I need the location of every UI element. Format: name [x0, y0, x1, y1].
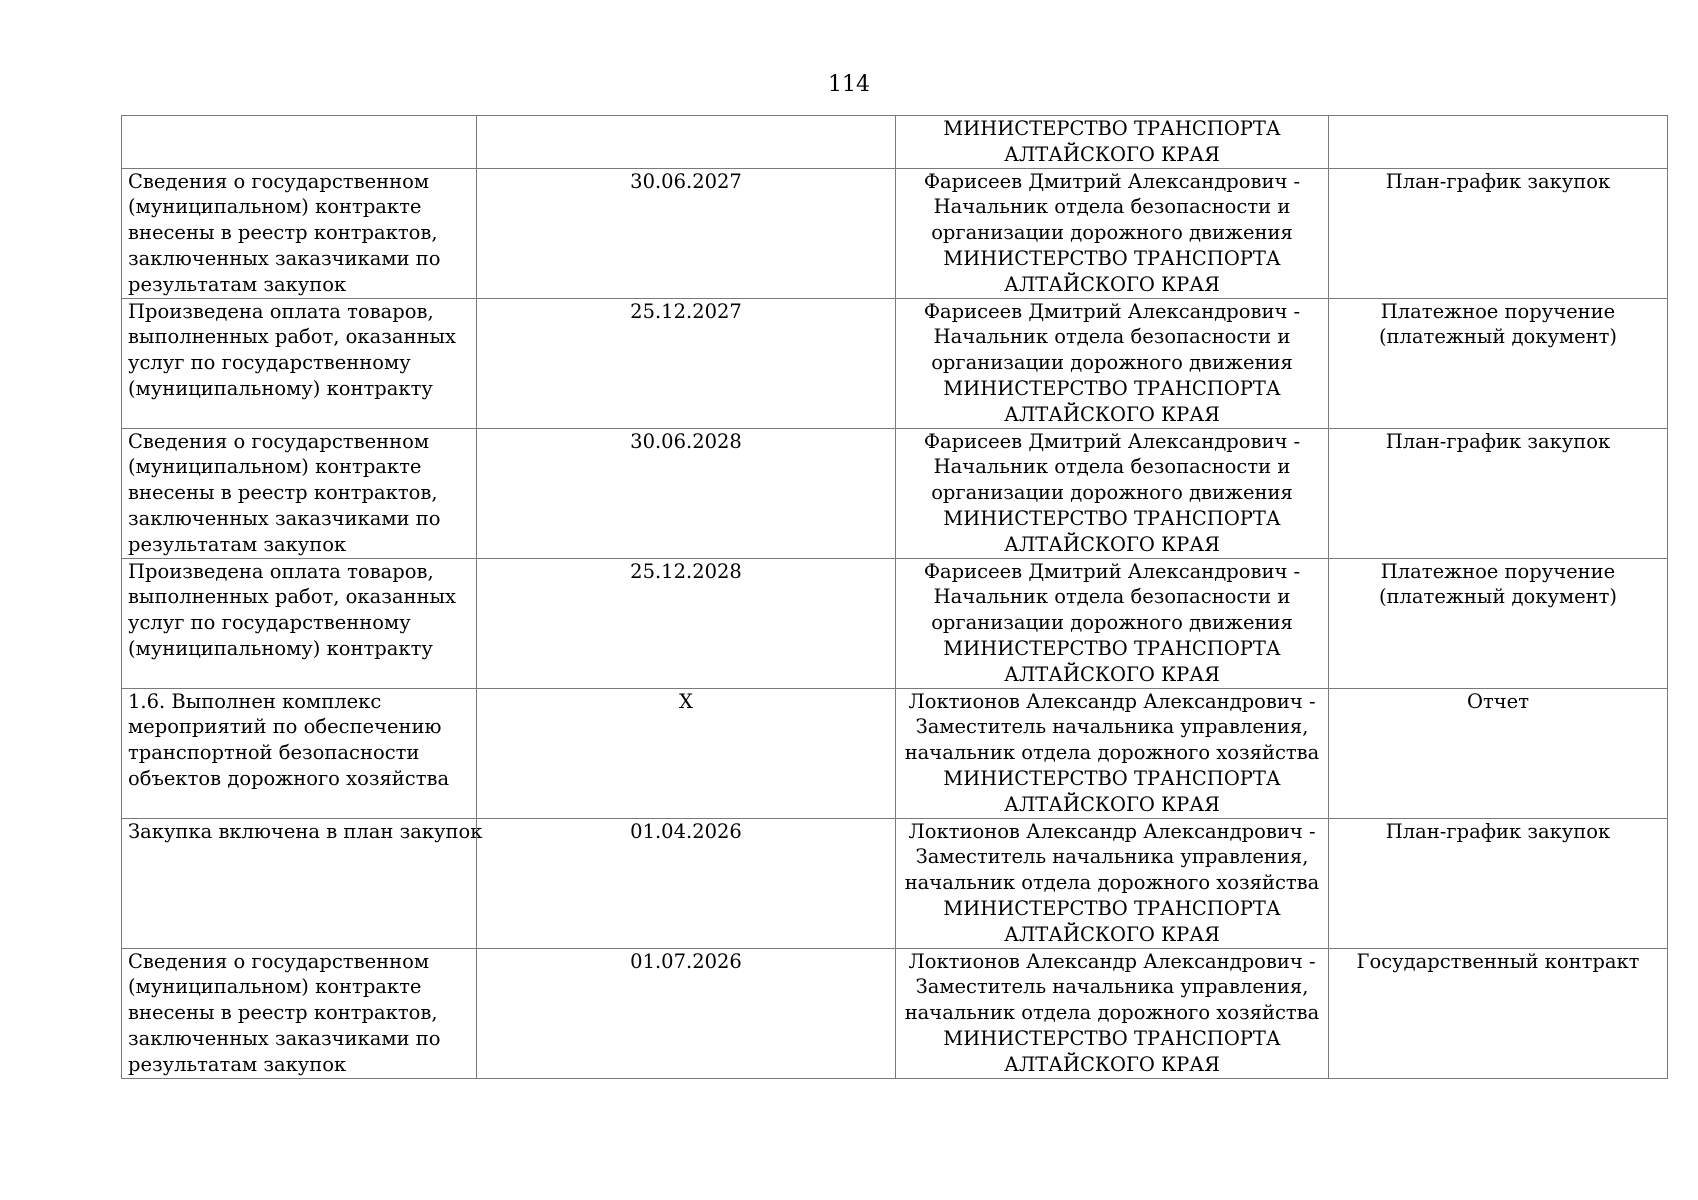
responsible-cell-line: организации дорожного движения: [931, 351, 1293, 375]
document-cell-line: (платежный документ): [1378, 325, 1618, 349]
event-cell-line: (муниципальном) контракте: [128, 195, 422, 219]
event-cell: [122, 168, 477, 298]
event-cell-line: выполненных работ, оказанных: [128, 325, 456, 349]
responsible-cell-line: АЛТАЙСКОГО КРАЯ: [1004, 532, 1220, 556]
event-cell-line: (муниципальном) контракте: [128, 975, 422, 999]
date-value: 25.12.2028: [630, 559, 742, 583]
event-cell-line: внесены в реестр контрактов,: [128, 1001, 438, 1025]
event-cell-line: транспортной безопасности: [128, 741, 420, 765]
event-cell-line: результатам закупок: [128, 272, 347, 296]
responsible-cell-line: АЛТАЙСКОГО КРАЯ: [1004, 922, 1220, 946]
responsible-cell-line: Начальник отдела безопасности и: [933, 455, 1291, 479]
responsible-cell-line: МИНИСТЕРСТВО ТРАНСПОРТА: [943, 376, 1281, 400]
responsible-cell: [896, 688, 1329, 818]
table-row: [122, 168, 1668, 298]
event-cell: [122, 116, 477, 169]
date-value: 01.04.2026: [630, 819, 742, 843]
responsible-cell: [896, 948, 1329, 1078]
event-cell-line: (муниципальном) контракте: [128, 455, 422, 479]
date-cell: [477, 558, 896, 688]
document-cell: [1329, 688, 1668, 818]
responsible-cell-line: АЛТАЙСКОГО КРАЯ: [1004, 142, 1220, 166]
event-cell-line: выполненных работ, оказанных: [128, 585, 456, 609]
document-cell: [1329, 558, 1668, 688]
responsible-cell-line: АЛТАЙСКОГО КРАЯ: [1004, 792, 1220, 816]
responsible-cell: [896, 116, 1329, 169]
responsible-cell-line: АЛТАЙСКОГО КРАЯ: [1004, 1052, 1220, 1076]
event-cell: [122, 558, 477, 688]
responsible-cell-line: Заместитель начальника управления,: [915, 845, 1309, 869]
responsible-cell-line: МИНИСТЕРСТВО ТРАНСПОРТА: [943, 766, 1281, 790]
event-cell-line: заключенных заказчиками по: [128, 506, 441, 530]
document-cell: [1329, 948, 1668, 1078]
event-cell-line: внесены в реестр контрактов,: [128, 221, 438, 245]
document-cell-line: План-график закупок: [1385, 819, 1611, 843]
event-cell-line: Сведения о государственном: [128, 949, 430, 973]
responsible-cell-line: начальник отдела дорожного хозяйства: [904, 871, 1320, 895]
responsible-cell-line: Локтионов Александр Александрович -: [908, 949, 1316, 973]
document-cell: [1329, 168, 1668, 298]
event-cell-line: (муниципальному) контракту: [128, 376, 433, 400]
table-body: [122, 116, 1668, 1079]
event-cell: [122, 298, 477, 428]
responsible-cell-line: Начальник отдела безопасности и: [933, 325, 1291, 349]
event-cell-line: заключенных заказчиками по: [128, 1026, 441, 1050]
event-cell-line: услуг по государственному: [128, 611, 411, 635]
event-cell: [122, 948, 477, 1078]
document-cell-line: План-график закупок: [1385, 429, 1611, 453]
event-cell-line: объектов дорожного хозяйства: [128, 766, 450, 790]
responsible-cell-line: Заместитель начальника управления,: [915, 715, 1309, 739]
document-cell-line: Платежное поручение: [1380, 559, 1616, 583]
responsible-cell-line: АЛТАЙСКОГО КРАЯ: [1004, 402, 1220, 426]
responsible-cell-line: организации дорожного движения: [931, 611, 1293, 635]
responsible-cell-line: организации дорожного движения: [931, 221, 1293, 245]
date-value: 30.06.2027: [630, 169, 742, 193]
event-cell-line: Сведения о государственном: [128, 429, 430, 453]
table-row: [122, 818, 1668, 948]
date-cell: [477, 818, 896, 948]
responsible-cell-line: АЛТАЙСКОГО КРАЯ: [1004, 272, 1220, 296]
date-cell: [477, 116, 896, 169]
event-cell-line: результатам закупок: [128, 532, 347, 556]
control-points-table: [121, 115, 1668, 1079]
responsible-cell-line: начальник отдела дорожного хозяйства: [904, 741, 1320, 765]
responsible-cell-line: Начальник отдела безопасности и: [933, 195, 1291, 219]
event-cell: [122, 688, 477, 818]
event-cell-line: 1.6. Выполнен комплекс: [128, 689, 382, 713]
date-value: X: [679, 689, 693, 713]
responsible-cell-line: Начальник отдела безопасности и: [933, 585, 1291, 609]
document-cell: [1329, 298, 1668, 428]
document-cell-line: Платежное поручение: [1380, 299, 1616, 323]
responsible-cell-line: организации дорожного движения: [931, 481, 1293, 505]
document-cell-line: План-график закупок: [1385, 169, 1611, 193]
document-cell: [1329, 818, 1668, 948]
responsible-cell-line: Локтионов Александр Александрович -: [908, 689, 1316, 713]
responsible-cell-line: Фарисеев Дмитрий Александрович -: [923, 559, 1301, 583]
responsible-cell: [896, 168, 1329, 298]
event-cell: [122, 818, 483, 948]
event-cell-line: результатам закупок: [128, 1052, 347, 1076]
document-cell: [1329, 428, 1668, 558]
table-row: [122, 428, 1668, 558]
table-row: [122, 948, 1668, 1078]
responsible-cell-line: начальник отдела дорожного хозяйства: [904, 1001, 1320, 1025]
document-cell-line: (платежный документ): [1378, 585, 1618, 609]
responsible-cell: [896, 818, 1329, 948]
table-row: [122, 688, 1668, 818]
date-cell: [477, 688, 896, 818]
responsible-cell-line: Фарисеев Дмитрий Александрович -: [923, 299, 1301, 323]
responsible-cell-line: МИНИСТЕРСТВО ТРАНСПОРТА: [943, 117, 1281, 140]
responsible-cell-line: Локтионов Александр Александрович -: [908, 819, 1316, 843]
event-cell-line: Закупка включена в план закупок: [128, 819, 483, 843]
document-cell: [1329, 116, 1668, 169]
date-value: 01.07.2026: [630, 949, 742, 973]
responsible-cell-line: МИНИСТЕРСТВО ТРАНСПОРТА: [943, 636, 1281, 660]
date-value: 30.06.2028: [630, 429, 742, 453]
responsible-cell-line: Заместитель начальника управления,: [915, 975, 1309, 999]
event-cell-line: Произведена оплата товаров,: [128, 559, 434, 583]
responsible-cell: [896, 428, 1329, 558]
responsible-cell-line: МИНИСТЕРСТВО ТРАНСПОРТА: [943, 246, 1281, 270]
responsible-cell: [896, 298, 1329, 428]
table-row: [122, 298, 1668, 428]
event-cell-line: мероприятий по обеспечению: [128, 715, 442, 739]
responsible-cell-line: МИНИСТЕРСТВО ТРАНСПОРТА: [943, 1026, 1281, 1050]
date-value: 25.12.2027: [630, 299, 742, 323]
date-cell: [477, 298, 896, 428]
date-cell: [477, 168, 896, 298]
responsible-cell-line: АЛТАЙСКОГО КРАЯ: [1004, 662, 1220, 686]
page-number: 114: [828, 72, 870, 97]
table-row: [122, 558, 1668, 688]
document-cell-line: Государственный контракт: [1356, 949, 1640, 973]
document-cell-line: Отчет: [1467, 689, 1529, 713]
responsible-cell-line: МИНИСТЕРСТВО ТРАНСПОРТА: [943, 896, 1281, 920]
responsible-cell-line: Фарисеев Дмитрий Александрович -: [923, 429, 1301, 453]
responsible-cell-line: МИНИСТЕРСТВО ТРАНСПОРТА: [943, 506, 1281, 530]
event-cell: [122, 428, 477, 558]
date-cell: [477, 948, 896, 1078]
responsible-cell: [896, 558, 1329, 688]
event-cell-line: внесены в реестр контрактов,: [128, 481, 438, 505]
event-cell-line: услуг по государственному: [128, 351, 411, 375]
event-cell-line: Произведена оплата товаров,: [128, 299, 434, 323]
table-row: [122, 116, 1668, 169]
date-cell: [477, 428, 896, 558]
event-cell-line: заключенных заказчиками по: [128, 246, 441, 270]
event-cell-line: Сведения о государственном: [128, 169, 430, 193]
responsible-cell-line: Фарисеев Дмитрий Александрович -: [923, 169, 1301, 193]
event-cell-line: (муниципальному) контракту: [128, 636, 433, 660]
